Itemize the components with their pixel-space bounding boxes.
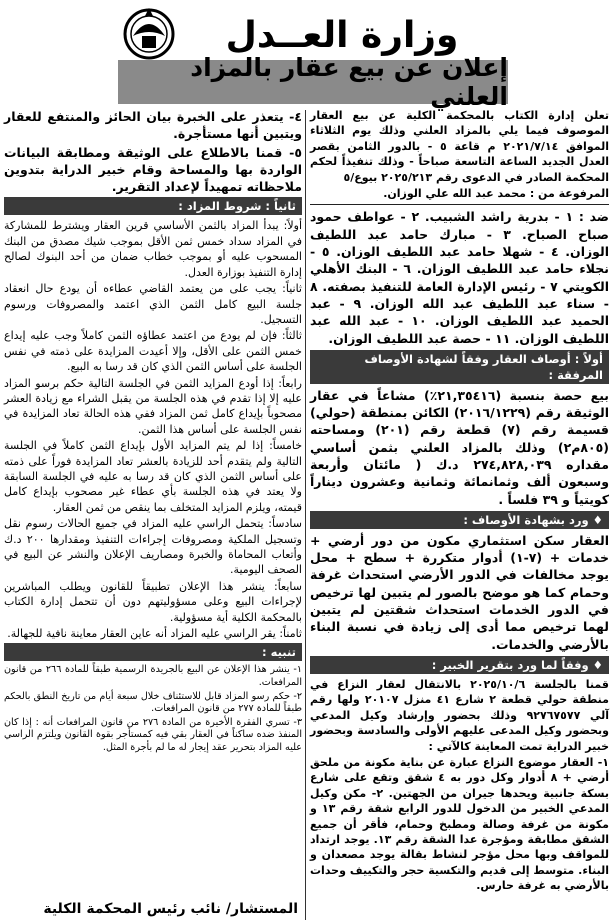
ministry-title: وزارة العــدل bbox=[225, 14, 459, 56]
section-heading-expert: ♦ وفقاً لما ورد بتقرير الخبير : bbox=[310, 656, 609, 674]
column-divider bbox=[305, 110, 306, 920]
section-heading-certificate: ♦ ورد بشهادة الأوصاف : bbox=[310, 511, 609, 529]
expert-item-4: ٤- يتعذر على الخبرة بيان الحائز والمنتفع للعقار ويتبين أنها مستأجرة. bbox=[4, 109, 302, 142]
property-description: بيع حصة بنسبة (٢١,٣٥٤١٦٪) مشاعاً في عقار الوثيقة رقم (٢٠١٦/١٢٢٩) الكائن بمنطقة (حولي) قسيمة رقم (٧) قطعة رقم (٢٠١) ومساحته (٨٠٥م٢) وذلك بالمزاد العلني بثمن أساسي مقداره ٢٧٤,٨٢٨,٠٣٩ د.ك ( مائتان وأربعة وسبعون ألف وثمانمائة وثمانية وعشرون ديناراً كويتياً و ٣٩ فلساً . bbox=[310, 387, 609, 507]
condition-5: خامساً: إذا لم يتم المزايد الأول بإيداع الثمن كاملاً في الجلسة التالية ولم يتقدم أحد للزيادة بالعشر تعاد المزايدة فوراً على ذمته على أساس الثمن الذي كان قد رسا به عليه في الجلسة السابقة ولا يعتد في هذه الجلسة بأي عطاء غير مصحوب بإيداع كامل قيمته، ويلزم المزايد المتخلف بما ينقص من ثمن العقار. bbox=[4, 439, 302, 514]
condition-4: رابعاً: إذا أودع المزايد الثمن في الجلسة التالية حكم برسو المزاد عليه إلا إذا تقدم في هذه الجلسة من يقبل الشراء مع زيادة العشر مصحوباً بإيداع كامل ثمن المزاد ففي هذه الحالة تعاد المزايدة في نفس الجلسة على أساس هذا الثمن. bbox=[4, 376, 302, 436]
expert-report: قمنا بالجلسة ٢٠٢٥/١٠/٦ بالانتقال لعقار النزاع في منطقة حولي قطعة ٢ شارع ٤١ منزل ٢٠١٠٧ ولها رقم آلي ٩٢٧٦٧٥٧٧ وذلك بحضور وإرشاد وكيل المدعي وبحضور وكيل المدعى عليهم الأولى والسادسة وبحضور خبير الدراية تمت المعاينة كالآتي : bbox=[310, 677, 609, 753]
certificate-description: العقار سكن استثماري مكون من دور أرضي + خدمات + (٧-١) أدوار متكررة + سطح + محل يوجد مخالفات في الدور الأرضي استحداث غرفة وحمام كما هو موضح بالصور لم يتبين لها ترخيص في الدور الخدمات استحداث شقتين لم يتبين لهما ترخيص مما أدى إلى زيادة في نسبة البناء بالأرضي والخدمات. bbox=[310, 532, 609, 652]
right-column bbox=[308, 108, 613, 920]
defendants-list: ضد : ١ - بدرية راشد الشبيب. ٢ - عواطف حمود صباح الصباح. ٣ - مبارك حامد عبد اللطيف الوزان. ٤ - شهلا حامد عبد اللطيف الوزان. ٥ - نجلاء حامد عبد اللطيف الوزان. ٦ - البنك الأهلي الكويتي ٧ - رئيس الإدارة العامة للتنفيذ بصفته. ٨ - سناء عبد اللطيف عبد الله الوزان. ٩ - عبد الحميد عبد اللطيف الوزان. ١٠ - عبد الله عبد اللطيف الوزان. ١١ - حصة عبد اللطيف الوزان. bbox=[310, 209, 610, 346]
signature-footer: المستشار/ نائب رئيس المحكمة الكلية bbox=[43, 901, 298, 917]
condition-2: ثانياً: يجب على من يعتمد القاضي عطاءه أن يودع حال انعقاد جلسة البيع كامل الثمن الذي اعتمد والمصروفات ورسوم التسجيل. bbox=[4, 282, 302, 326]
section-heading-notice: تنبيه : bbox=[4, 643, 302, 661]
plaintiff-line: المرفوعة من : محمد عبد الله علي الوزان. bbox=[383, 187, 609, 201]
section-heading-property: أولاً : أوصاف العقار وفقاً لشهادة الأوصاف المرفقة : bbox=[310, 350, 609, 384]
condition-1: أولاً: يبدأ المزاد بالثمن الأساسي قرين العقار ويشترط للمشاركة في المزاد سداد خمس ثمن الأقل بموجب شيك مصدق من البنك المسحوب عليه أو بموجب خطاب ضمان من أحد البنوك لصالح إدارة التنفيذ بوزارة العدل. bbox=[4, 219, 302, 279]
intro-paragraph: تعلن إدارة الكتاب بالمحكمة الكلية عن بيع العقار الموصوف فيما يلي بالمزاد العلني وذلك يوم الثلاثاء الموافق ٢٠٢١/٧/١٤ م قاعة ٥ - بالدور الثامن بقصر العدل الجديد الساعة التاسعة صباحاً - وذلك تنفيذاً لحكم المحكمة الصادر في الدعوى رقم ٢٠٢٥/٢١٣ بيوع/٥ bbox=[310, 109, 609, 184]
notice-2: ٢- حكم رسو المزاد قابل للاستئناف خلال سبعة أيام من تاريخ النطق بالحكم طبقاً للمادة ٢٧٧ من قانون المرافعات. bbox=[4, 690, 302, 715]
expert-items: ١- العقار موضوع النزاع عبارة عن بناية مكونة من ملحق أرضي + ٨ أدوار وكل دور به ٤ شقق وتقع على شارع بسكة جانبية ويحدها جيران من الجهتين. ٢- مكن وكيل المدعي الخبير من الدخول للدور الرابع شقة رقم ١٣ و مكونة من غرفة وصالة ومطبخ وحمام، فأقر أن جميع الشقق مطابقة ومؤجرة عدا الشقة رقم ١٣. يوجد ارتداد للمواقف وبها محل مؤجر لنشاط بقالة يوجد مصعدان و البناء. متوسط إلى قديم والتكسية حجر والتكييف وحدات بالأرضي به غرفة حارس. bbox=[310, 756, 610, 893]
divider-line bbox=[310, 204, 609, 205]
condition-7: سابعاً: ينشر هذا الإعلان تطبيقاً للقانون ويطلب المباشرين لإجراءات البيع وعلى مسؤوليتهم دون أن تتحمل إدارة الكتاب بالمحكمة الكلية أية مسؤولية. bbox=[4, 579, 302, 624]
condition-3: ثالثاً: فإن لم يودع من اعتمد عطاؤه الثمن كاملاً وجب عليه إيداع خمس الثمن على الأقل، وإلا أعيدت المزايدة على ذمته في نفس الجلسة على أساس الثمن الذي كان قد رسا به البيع. bbox=[4, 329, 302, 374]
header bbox=[0, 0, 615, 111]
kuwait-emblem-icon bbox=[118, 6, 180, 60]
left-column bbox=[2, 108, 304, 920]
notice-3: ٣- تسري الفقرة الأخيرة من المادة ٢٧٦ من قانون المرافعات أنه : إذا كان المنفذ ضده ساكناً في العقار بقي فيه كمستأجر بقوة القانون ويلتزم الراسي عليه المزاد بتحرير عقد إيجار له ما لم بأجرة المثل. bbox=[4, 716, 302, 754]
condition-8: ثامناً: يقر الراسي عليه المزاد أنه عاين العقار معاينة نافية للجهالة. bbox=[7, 627, 302, 641]
section-heading-conditions: ثانياً : شروط المزاد : bbox=[4, 197, 302, 215]
notice-1: ١- ينشر هذا الإعلان عن البيع بالجريدة الرسمية طبقاً للمادة ٢٦٦ من قانون المرافعات. bbox=[4, 664, 302, 689]
announcement-banner: إعلان عن بيع عقار بالمزاد العلني bbox=[118, 60, 508, 104]
condition-6: سادساً: يتحمل الراسي عليه المزاد في جميع الحالات رسوم نقل وتسجيل الملكية ومصروفات إجراءات التنفيذ ومقدارها ٢٠٠ د.ك وأتعاب المحاماة والخبرة ومصاريف الإعلان والنشر عن البيع في الصحف اليومية. bbox=[4, 517, 302, 577]
expert-item-5: ٥- قمنا بالاطلاع على الوثيقة ومطابقة البيانات الواردة بها والمساحة وقام خبير الدراية بتدوين ملاحظاته تمهيداً لإعداد التقرير. bbox=[4, 144, 302, 195]
